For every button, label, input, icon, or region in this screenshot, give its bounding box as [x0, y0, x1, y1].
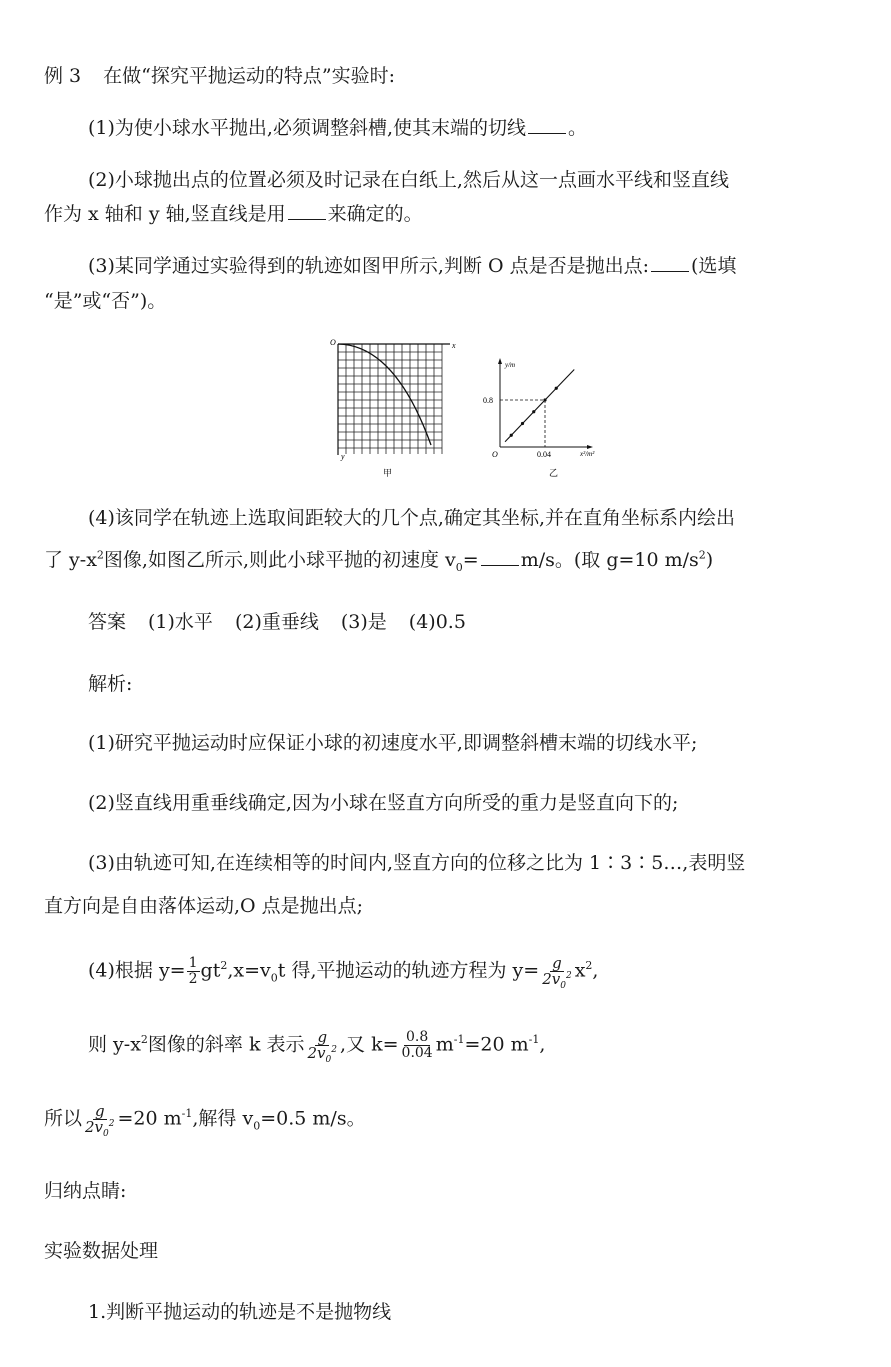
answer-blank-4	[481, 547, 519, 566]
g-den-sub: 0	[560, 981, 566, 991]
question-4-line-2	[44, 546, 713, 574]
g-den-text: 2v	[542, 970, 561, 988]
analysis-label: 解析:	[88, 673, 133, 695]
answer-line	[88, 608, 466, 636]
fraction-k	[400, 1030, 435, 1061]
answer-blank-1	[528, 115, 566, 134]
analysis-p4	[88, 954, 599, 991]
g-num: g	[552, 954, 562, 972]
question-3-text: (3)某同学通过实验得到的轨迹如图甲所示,判断 O 点是否是抛出点:	[88, 255, 650, 277]
yi-origin-label: O	[492, 450, 498, 459]
summary-label: 归纳点睛:	[44, 1180, 127, 1202]
example-label: 例 3	[44, 65, 82, 87]
p5-sup2: 2	[140, 1033, 148, 1047]
half-den: 2	[188, 971, 198, 987]
summary-heading: 实验数据处理	[44, 1240, 159, 1262]
jia-caption: 甲	[383, 468, 393, 478]
answer-blank-2	[288, 201, 326, 220]
data-point	[532, 410, 535, 413]
data-point	[555, 387, 558, 390]
p4-end: x	[574, 959, 586, 982]
p4-end2: ,	[592, 959, 599, 982]
question-2-text: 作为 x 轴和 y 轴,竖直线是用	[44, 203, 286, 225]
p5-end3: ,	[539, 1033, 546, 1056]
yi-x-tick-label: 0.04	[537, 450, 551, 459]
half-num: 1	[188, 955, 198, 971]
analysis-p1: (1)研究平抛运动时应保证小球的初速度水平,即调整斜槽末端的切线水平;	[88, 732, 698, 754]
question-2-line-1: (2)小球抛出点的位置必须及时记录在白纸上,然后从这一点画水平线和竖直线	[88, 169, 729, 191]
figure-panel	[320, 335, 620, 483]
figures	[320, 335, 620, 488]
q4-eq: =	[462, 549, 479, 571]
g-den-sub-3: 0	[103, 1129, 109, 1139]
g-den-2	[306, 1044, 340, 1065]
p5-mid: 图像的斜率 k 表示	[147, 1033, 305, 1056]
fraction-g-2v0sq-2	[306, 1028, 340, 1065]
p6-end: ,解得 v	[192, 1107, 254, 1130]
k-num: 0.8	[405, 1029, 429, 1045]
g-num-2: g	[317, 1028, 328, 1046]
question-2-end: 来确定的。	[327, 203, 423, 225]
data-point	[543, 398, 546, 401]
question-1	[88, 114, 587, 142]
analysis-p3-line-1: (3)由轨迹可知,在连续相等的时间内,竖直方向的位移之比为 1∶3∶5…,表明竖	[88, 852, 746, 874]
p4-mid3: t 得,平抛运动的轨迹方程为 y=	[277, 959, 540, 982]
q4-sup-2: 2	[698, 548, 706, 562]
figure-yi	[483, 358, 595, 478]
g-den	[540, 970, 574, 991]
question-3-hint: (选填	[691, 255, 737, 277]
p4-mid2: ,x=v	[227, 959, 271, 982]
analysis-p2: (2)竖直线用重垂线确定,因为小球在竖直方向所受的重力是竖直向下的;	[88, 792, 679, 814]
jia-y-label: y	[341, 452, 345, 461]
p5-sup-b: -1	[528, 1033, 540, 1047]
jia-origin-label: O	[330, 338, 336, 347]
g-num-3: g	[94, 1102, 105, 1120]
summary-item-1: 1.判断平抛运动的轨迹是不是抛物线	[88, 1301, 392, 1323]
answer-2: (2)重垂线	[234, 611, 319, 633]
p4-pre: (4)根据 y=	[88, 959, 186, 982]
g-den-text-2: 2v	[307, 1044, 326, 1062]
q4-text-c: m/s。(取 g=10 m/s	[520, 549, 699, 571]
g-den-sup: 2	[565, 971, 572, 981]
yi-caption: 乙	[549, 468, 559, 478]
q4-text-b: 图像,如图乙所示,则此小球平抛的初速度 v	[103, 549, 456, 571]
question-4-line-1: (4)该同学在轨迹上选取间距较大的几个点,确定其坐标,并在直角坐标系内绘出	[88, 507, 735, 529]
data-point	[521, 422, 524, 425]
example-intro: 在做“探究平抛运动的特点”实验时:	[103, 65, 395, 87]
g-den-sup-3: 2	[108, 1119, 115, 1129]
example-title	[44, 62, 395, 90]
q4-sub: 0	[455, 560, 463, 574]
yi-x-arrow	[587, 445, 593, 449]
fit-line	[505, 369, 574, 441]
data-point	[510, 434, 513, 437]
yi-y-arrow	[498, 358, 502, 364]
question-1-end: 。	[568, 117, 588, 139]
analysis-p5	[88, 1028, 546, 1065]
yi-x-label: x²/m²	[580, 450, 595, 458]
g-den-3	[83, 1118, 117, 1139]
answer-1: (1)水平	[148, 611, 213, 633]
answer-3: (3)是	[340, 611, 387, 633]
yi-y-label: y/m	[505, 361, 516, 369]
g-den-sup-2: 2	[331, 1045, 338, 1055]
answer-4: (4)0.5	[408, 611, 466, 633]
analysis-p3-line-2: 直方向是自由落体运动,O 点是抛出点;	[44, 895, 364, 917]
g-den-sub-2: 0	[325, 1055, 332, 1065]
question-3-line-2: “是”或“否”)。	[44, 290, 167, 312]
p5-pre: 则 y-x	[88, 1033, 141, 1056]
jia-x-label: x	[452, 341, 456, 350]
p6-mid: =20 m	[117, 1107, 182, 1130]
p4-end-sup: 2	[585, 959, 593, 973]
p5-end: m	[435, 1033, 454, 1056]
fraction-g-2v0sq	[540, 954, 574, 991]
q4-sup: 2	[96, 548, 104, 562]
answer-blank-3	[651, 253, 689, 272]
answer-label: 答案	[88, 611, 127, 633]
question-1-text: (1)为使小球水平抛出,必须调整斜槽,使其末端的切线	[88, 117, 526, 139]
q4-text-d: )	[705, 549, 714, 571]
q4-text-a: 了 y-x	[44, 549, 97, 571]
grid	[338, 344, 442, 454]
p5-end2: =20 m	[464, 1033, 529, 1056]
k-den: 0.04	[401, 1045, 433, 1061]
figure-jia	[330, 338, 456, 478]
p4-sup: 2	[220, 959, 228, 973]
trajectory-curve	[338, 344, 431, 445]
analysis-p6	[44, 1102, 366, 1139]
yi-y-tick-label: 0.8	[483, 396, 493, 405]
p4-mid: gt	[200, 959, 221, 982]
p6-end2: =0.5 m/s。	[260, 1107, 366, 1130]
fraction-g-2v0sq-3	[83, 1102, 117, 1139]
p5-sup: -1	[453, 1033, 465, 1047]
question-2-line-2	[44, 200, 423, 228]
fraction-half	[187, 956, 200, 987]
p6-sub: 0	[253, 1119, 261, 1133]
p6-pre: 所以	[44, 1107, 83, 1130]
p4-sub: 0	[270, 971, 278, 985]
p5-mid2: ,又 k=	[340, 1033, 399, 1056]
p6-sup: -1	[181, 1107, 193, 1121]
g-den-text-3: 2v	[85, 1118, 104, 1136]
question-3-line-1	[88, 252, 736, 280]
